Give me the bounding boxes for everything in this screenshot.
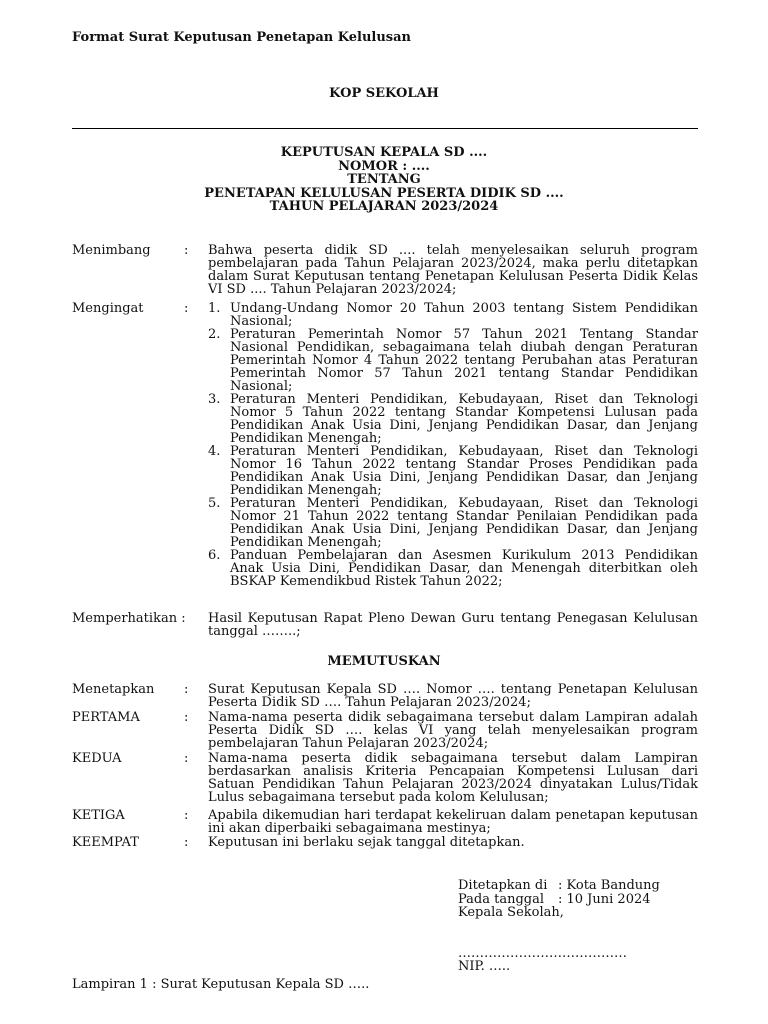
heading-line-1: KEPUTUSAN KEPALA SD ....: [280, 145, 488, 160]
ketiga-text: Apabila dikemudian hari terdapat kekeliruan dalam penetapan keputusan ini akan diperbaiki sebagaimana mestinya;: [208, 808, 698, 836]
menimbang-label: Menimbang: [72, 243, 151, 258]
school-letterhead: KOP SEKOLAH: [329, 86, 439, 101]
mengingat-colon: :: [184, 301, 189, 316]
signature-name-line: …………………………………: [458, 945, 627, 961]
item-text: Peraturan Pemerintah Nomor 57 Tahun 2021 Tentang Standar Nasional Pendidikan, sebagaimana telah diubah dengan Peraturan Pemerintah Nomor 4 Tahun 2022 tentang Perubahan atas Peraturan Pemerintah Nomor 57 Tahun 2021 tentang Standar Pendidikan Nasional;: [230, 327, 698, 394]
pertama-text: Nama-nama peserta didik sebagaimana tersebut dalam Lampiran adalah Peserta Didik SD …. kelas VI yang telah menyelesaikan program pembelajaran Tahun Pelajaran 2023/2024;: [208, 710, 698, 751]
heading-line-2: NOMOR : ....: [338, 158, 430, 174]
menetapkan-label: Menetapkan: [72, 682, 155, 697]
pertama-colon: :: [184, 710, 189, 725]
heading-line-3: TENTANG: [347, 172, 421, 187]
memutuskan-heading: MEMUTUSKAN: [327, 654, 441, 669]
item-number: 4.: [208, 444, 221, 459]
memperhatikan-label: Memperhatikan :: [72, 611, 186, 626]
item-number: 5.: [208, 496, 221, 511]
document-title: Format Surat Keputusan Penetapan Kelulusan: [72, 30, 411, 45]
kedua-label: KEDUA: [72, 751, 122, 766]
mengingat-item: [208, 445, 698, 497]
menetapkan-colon: :: [184, 682, 189, 697]
date-value: : 10 Juni 2024: [558, 891, 651, 907]
attachment-caption: Lampiran 1 : Surat Keputusan Kepala SD …..: [72, 977, 370, 992]
item-text: Panduan Pembelajaran dan Asesmen Kurikulum 2013 Pendidikan Anak Usia Dini, Pendidikan Dasar, dan Menengah diterbitkan oleh BSKAP Kemendikbud Ristek Tahun 2022;: [230, 548, 698, 589]
keempat-colon: :: [184, 835, 189, 850]
heading-line-5: TAHUN PELAJARAN 2023/2024: [269, 199, 499, 214]
signature-space: [458, 920, 660, 947]
keempat-label: KEEMPAT: [72, 835, 139, 850]
date-label: Pada tanggal: [458, 891, 545, 907]
letterhead-divider: [72, 128, 698, 129]
item-text: Peraturan Menteri Pendidikan, Kebudayaan, Riset dan Teknologi Nomor 21 Tahun 2022 tentang Standar Penilaian Pendidikan pada Pendidikan Anak Usia Dini, Jenjang Pendidikan Dasar, dan Jenjang Pendidikan Menengah;: [230, 496, 698, 550]
signature-date-row: [458, 893, 660, 907]
ketiga-label: KETIGA: [72, 808, 125, 823]
mengingat-item: [208, 549, 698, 588]
signature-block: [458, 879, 660, 974]
item-number: 3.: [208, 392, 221, 407]
place-value: : Kota Bandung: [558, 878, 660, 893]
mengingat-item: [208, 302, 698, 328]
decree-heading: [0, 146, 768, 214]
kedua-text: Nama-nama peserta didik sebagaimana tersebut dalam Lampiran berdasarkan analisis Kriteria Pencapaian Kompetensi Lulusan dari Satuan Pendidikan Tahun Pelajaran 2023/2024 dinyatakan Lulus/Tidak Lulus sebagaimana tersebut pada kolom Kelulusan;: [208, 751, 698, 805]
signature-nip: NIP. …..: [458, 959, 511, 974]
item-text: Peraturan Menteri Pendidikan, Kebudayaan, Riset dan Teknologi Nomor 16 Tahun 2022 tentang Standar Proses Pendidikan pada Pendidikan Anak Usia Dini, Jenjang Pendidikan Dasar, dan Jenjang Pendidikan Menengah;: [230, 444, 698, 498]
menimbang-colon: :: [184, 243, 189, 258]
menimbang-text: Bahwa peserta didik SD .... telah menyelesaikan seluruh program pembelajaran pada Tahun Pelajaran 2023/2024, maka perlu ditetapkan dalam Surat Keputusan tentang Penetapan Kelulusan Peserta Didik Kelas VI SD .... Tahun Pelajaran 2023/2024;: [208, 243, 698, 297]
mengingat-list: [208, 302, 698, 588]
ketiga-colon: :: [184, 808, 189, 823]
kedua-colon: :: [184, 751, 189, 766]
place-label: Ditetapkan di: [458, 878, 548, 893]
pertama-label: PERTAMA: [72, 710, 140, 725]
item-number: 6.: [208, 548, 221, 563]
menetapkan-text: Surat Keputusan Kepala SD …. Nomor …. tentang Penetapan Kelulusan Peserta Didik SD …. Tahun Pelajaran 2023/2024;: [208, 682, 698, 710]
keempat-text: Keputusan ini berlaku sejak tanggal ditetapkan.: [208, 835, 525, 850]
item-text: Undang-Undang Nomor 20 Tahun 2003 tentang Sistem Pendidikan Nasional;: [230, 301, 698, 329]
signature-position: Kepala Sekolah,: [458, 905, 564, 920]
signature-place-row: [458, 879, 660, 893]
item-number: 2.: [208, 327, 221, 342]
heading-line-4: PENETAPAN KELULUSAN PESERTA DIDIK SD ....: [204, 185, 564, 201]
mengingat-item: [208, 497, 698, 549]
mengingat-item: [208, 328, 698, 393]
item-number: 1.: [208, 301, 221, 316]
mengingat-item: [208, 393, 698, 445]
memperhatikan-text: Hasil Keputusan Rapat Pleno Dewan Guru tentang Penegasan Kelulusan tanggal ……..;: [208, 611, 698, 639]
mengingat-label: Mengingat: [72, 301, 144, 316]
item-text: Peraturan Menteri Pendidikan, Kebudayaan, Riset dan Teknologi Nomor 5 Tahun 2022 tentang Standar Kompetensi Lulusan pada Pendidikan Anak Usia Dini, Jenjang Pendidikan Dasar, dan Jenjang Pendidikan Menengah;: [230, 392, 698, 446]
